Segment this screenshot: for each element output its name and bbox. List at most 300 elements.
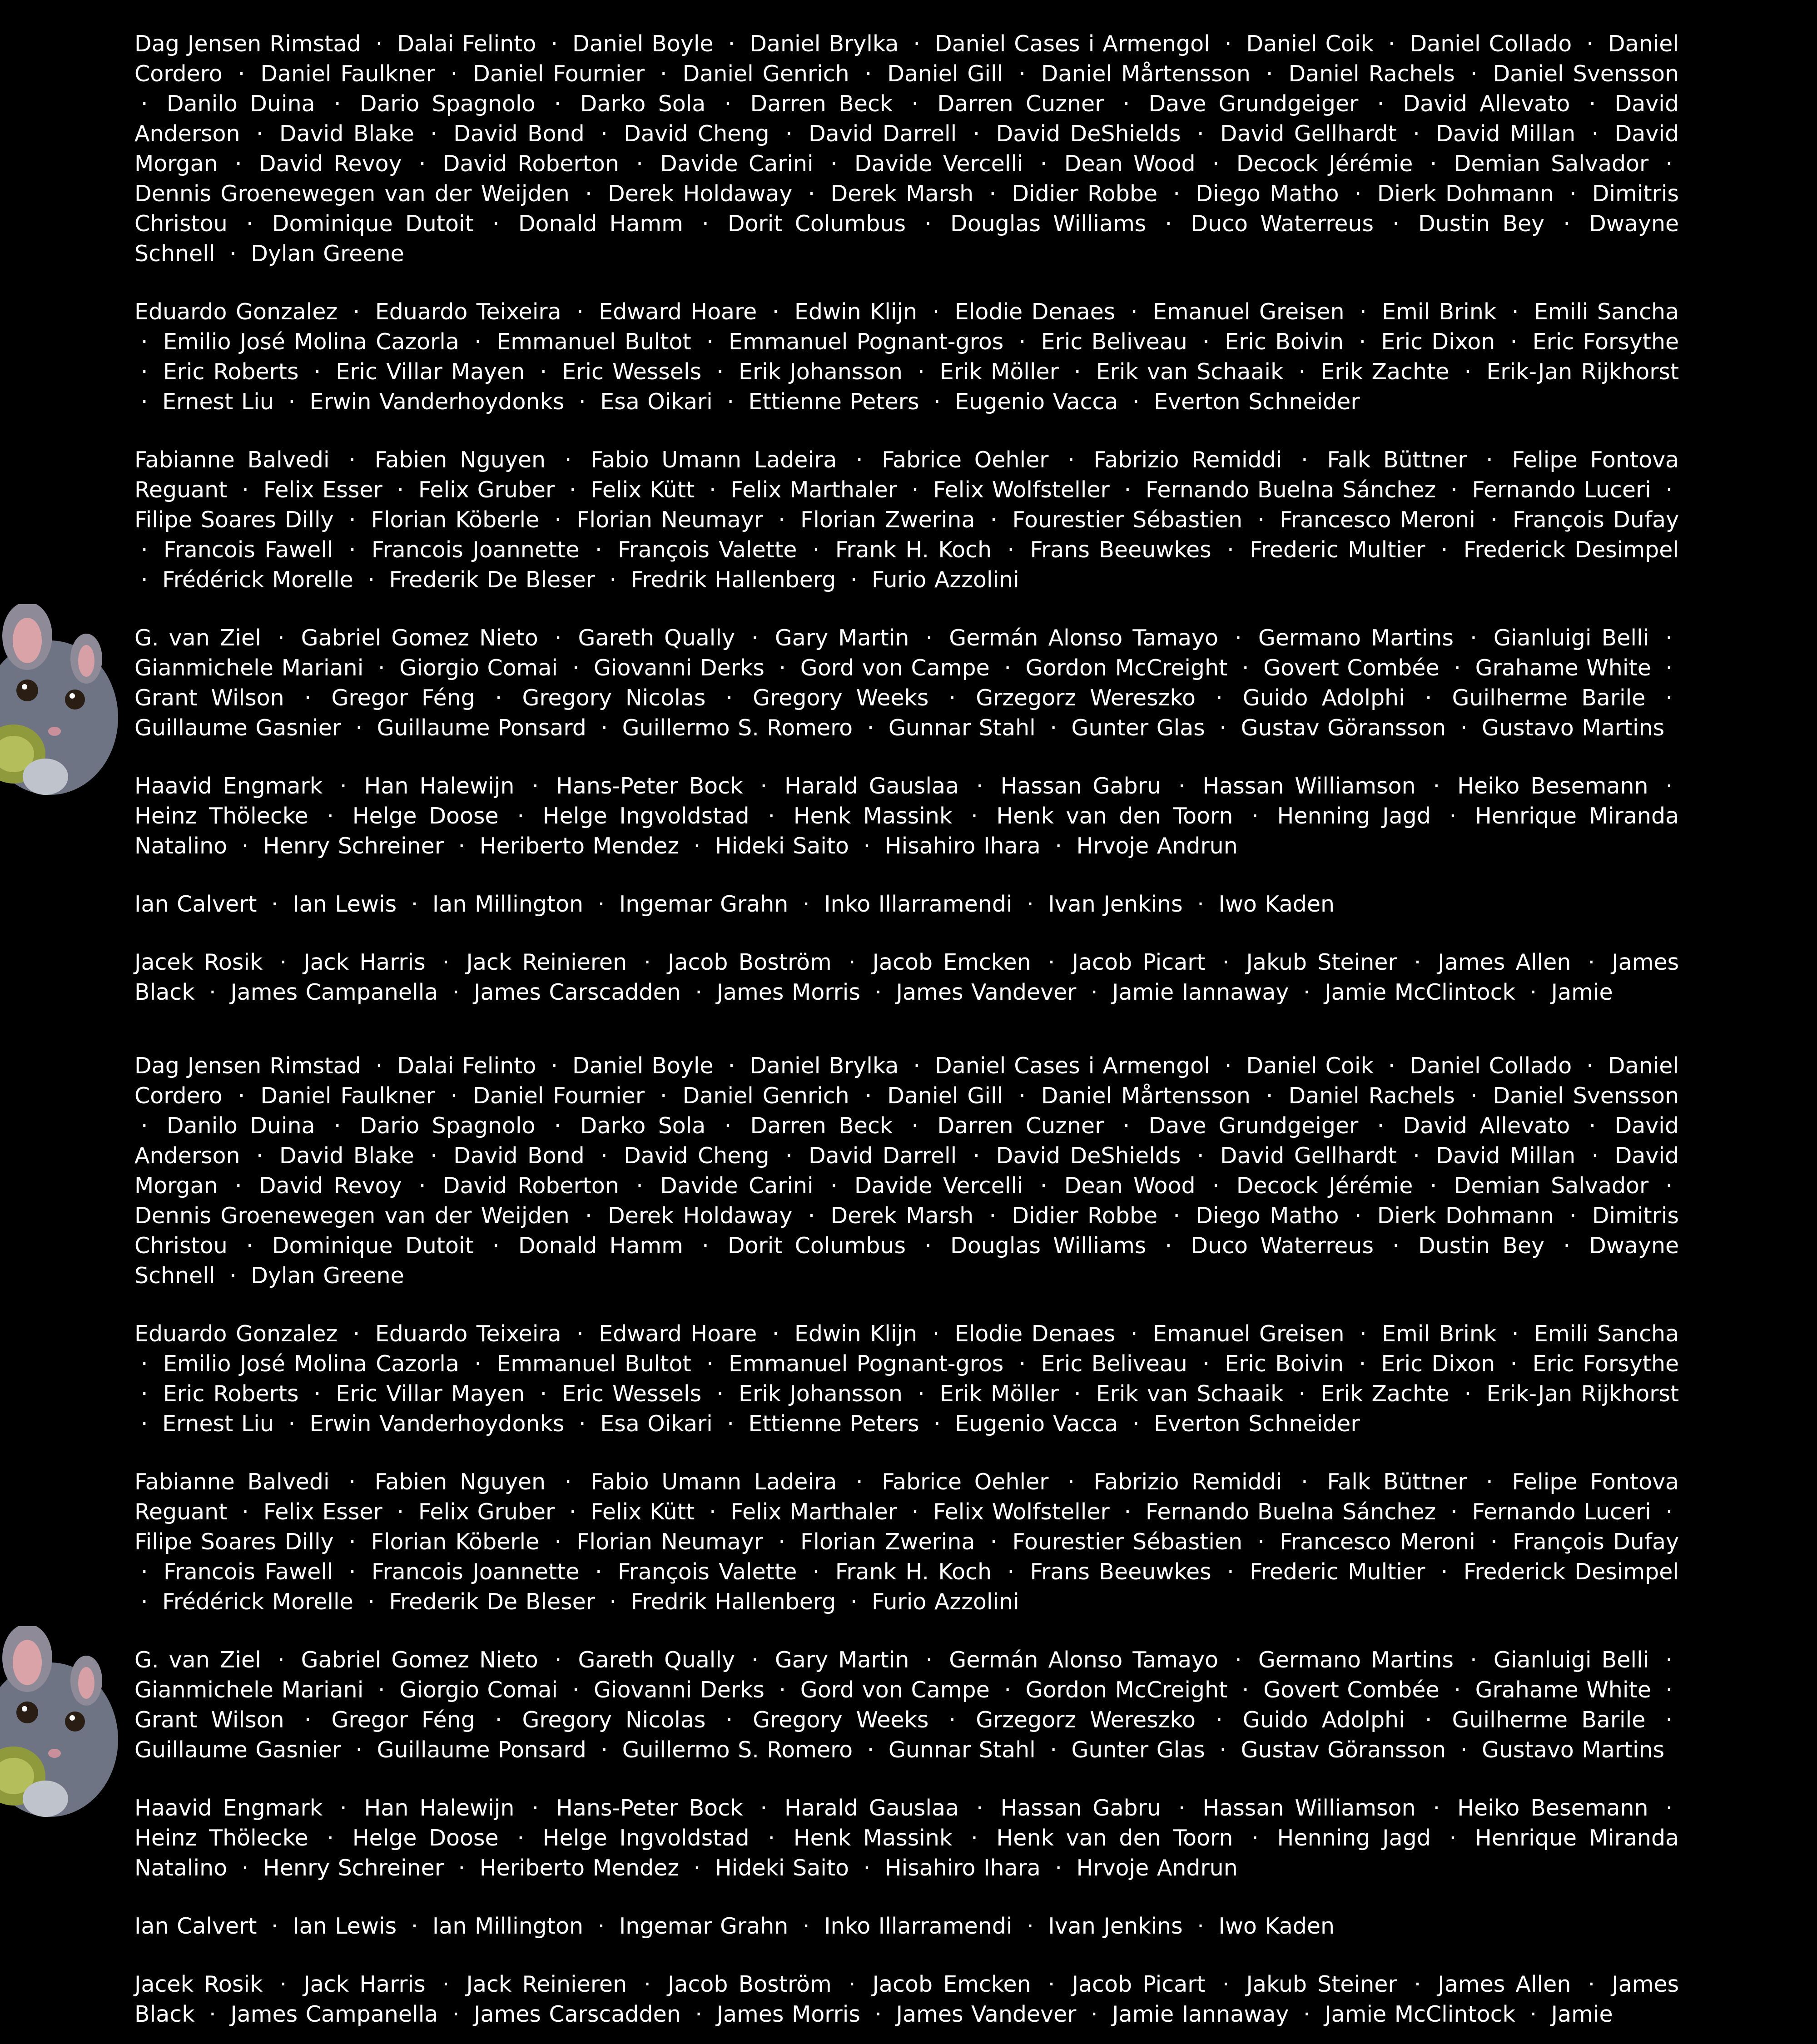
credit-name: Davide Vercelli bbox=[854, 1173, 1023, 1199]
credit-name: Govert Combée bbox=[1263, 655, 1440, 681]
credit-name: Daniel Mårtensson bbox=[1041, 1083, 1251, 1109]
credit-name: Gregory Weeks bbox=[753, 685, 929, 711]
credit-name: Frederic Multier bbox=[1250, 1559, 1425, 1585]
name-separator: · bbox=[141, 389, 148, 415]
name-separator: · bbox=[1563, 211, 1570, 237]
credit-name: Daniel Svensson bbox=[1493, 61, 1679, 87]
credit-name: Daniel Rachels bbox=[1288, 61, 1455, 87]
credit-name: Dean Wood bbox=[1064, 151, 1196, 177]
credit-name: Heiko Besemann bbox=[1457, 773, 1648, 799]
credit-name: Germán Alonso Tamayo bbox=[949, 1647, 1218, 1673]
credit-name: Donald Hamm bbox=[518, 211, 683, 237]
name-separator: · bbox=[554, 507, 562, 533]
chinchilla-mascot-icon bbox=[0, 1626, 123, 1862]
credit-name: Gunter Glas bbox=[1071, 715, 1205, 741]
credit-name: Ivan Jenkins bbox=[1048, 1913, 1183, 1939]
credit-name: Douglas Williams bbox=[950, 1233, 1147, 1259]
name-separator: · bbox=[569, 1499, 576, 1525]
credit-name: Germán Alonso Tamayo bbox=[949, 625, 1218, 651]
credit-name: Emanuel Greisen bbox=[1152, 1321, 1345, 1347]
name-separator: · bbox=[1449, 803, 1457, 829]
credit-name: Jack Harris bbox=[303, 949, 426, 975]
credit-name: Jacob Emcken bbox=[872, 1971, 1031, 1997]
credit-name: Hrvoje Andrun bbox=[1076, 833, 1238, 859]
credit-name: Francesco Meroni bbox=[1280, 1529, 1475, 1555]
credits-group bbox=[134, 1467, 1679, 1617]
name-separator: · bbox=[1665, 655, 1673, 681]
name-separator: · bbox=[1222, 1971, 1230, 1997]
credit-name: Iwo Kaden bbox=[1218, 891, 1335, 917]
name-separator: · bbox=[1196, 121, 1204, 147]
name-separator: · bbox=[355, 715, 363, 741]
credit-name: Emilio José Molina Cazorla bbox=[163, 329, 459, 355]
credit-name: Iwo Kaden bbox=[1218, 1913, 1335, 1939]
name-separator: · bbox=[569, 477, 576, 503]
name-separator: · bbox=[1257, 1529, 1265, 1555]
credit-name: Grzegorz Wereszko bbox=[976, 685, 1196, 711]
name-separator: · bbox=[1298, 1381, 1306, 1407]
name-separator: · bbox=[367, 567, 375, 593]
credit-name: Jacob Picart bbox=[1072, 949, 1206, 975]
name-separator: · bbox=[1511, 1321, 1519, 1347]
credit-name: Eric Wessels bbox=[562, 359, 702, 385]
credit-name: Emmanuel Bultot bbox=[496, 329, 691, 355]
name-separator: · bbox=[1413, 121, 1420, 147]
credit-name: Edwin Klijn bbox=[794, 299, 918, 325]
name-separator: · bbox=[352, 1321, 360, 1347]
credit-name: Dwayne Schnell bbox=[134, 1233, 1679, 1289]
credit-name: Haavid Engmark bbox=[134, 1795, 323, 1821]
credit-name: Grzegorz Wereszko bbox=[976, 1707, 1196, 1733]
credit-name: Jamie Iannaway bbox=[1112, 2001, 1289, 2027]
credit-name: Frédérick Morelle bbox=[162, 567, 353, 593]
credit-name: Jamie McClintock bbox=[1325, 2001, 1515, 2027]
name-separator: · bbox=[1665, 1173, 1673, 1199]
name-separator: · bbox=[1216, 685, 1223, 711]
name-separator: · bbox=[141, 1589, 148, 1615]
name-separator: · bbox=[772, 1321, 779, 1347]
credit-name: Didier Robbe bbox=[1012, 1203, 1158, 1229]
credit-name: Dalai Felinto bbox=[397, 1053, 536, 1079]
name-separator: · bbox=[378, 655, 385, 681]
credit-name: Gustav Göransson bbox=[1241, 715, 1446, 741]
name-separator: · bbox=[706, 1351, 714, 1377]
name-separator: · bbox=[973, 121, 980, 147]
name-separator: · bbox=[1591, 1143, 1599, 1169]
credit-name: Gianmichele Mariani bbox=[134, 1677, 364, 1703]
name-separator: · bbox=[1454, 1677, 1461, 1703]
name-separator: · bbox=[352, 299, 360, 325]
credit-name: Daniel Collado bbox=[1410, 31, 1572, 57]
name-separator: · bbox=[141, 329, 148, 355]
credit-name: James Black bbox=[134, 949, 1679, 1005]
name-separator: · bbox=[874, 979, 882, 1005]
credit-name: Eric Wessels bbox=[562, 1381, 702, 1407]
credit-name: Helge Ingvoldstad bbox=[542, 803, 750, 829]
name-separator: · bbox=[1588, 949, 1595, 975]
credit-name: Demian Salvador bbox=[1454, 1173, 1649, 1199]
name-separator: · bbox=[1018, 61, 1026, 87]
credit-name: Gordon McCreight bbox=[1025, 655, 1228, 681]
name-separator: · bbox=[768, 803, 775, 829]
name-separator: · bbox=[418, 151, 426, 177]
credit-name: Gordon McCreight bbox=[1025, 1677, 1228, 1703]
name-separator: · bbox=[1359, 329, 1366, 355]
credit-name: Hisahiro Ihara bbox=[884, 1855, 1041, 1881]
name-separator: · bbox=[601, 715, 608, 741]
credit-name: Dimitris Christou bbox=[134, 181, 1679, 237]
name-separator: · bbox=[579, 1411, 586, 1437]
name-separator: · bbox=[1529, 979, 1537, 1005]
name-separator: · bbox=[595, 1559, 602, 1585]
name-separator: · bbox=[709, 1499, 716, 1525]
name-separator: · bbox=[1665, 773, 1673, 799]
credit-name: Furio Azzolini bbox=[872, 567, 1019, 593]
name-separator: · bbox=[1224, 31, 1232, 57]
name-separator: · bbox=[990, 507, 998, 533]
name-separator: · bbox=[1392, 211, 1400, 237]
name-separator: · bbox=[636, 151, 643, 177]
credit-name: Gabriel Gomez Nieto bbox=[301, 625, 538, 651]
credit-name: Eric Boivin bbox=[1225, 329, 1344, 355]
name-separator: · bbox=[924, 211, 932, 237]
credit-name: Daniel Mårtensson bbox=[1041, 61, 1251, 87]
credit-name: Jack Harris bbox=[303, 1971, 426, 1997]
credit-name: Ettienne Peters bbox=[748, 389, 919, 415]
credit-name: Gary Martin bbox=[774, 625, 909, 651]
name-separator: · bbox=[725, 685, 733, 711]
credit-name: Ernest Liu bbox=[162, 1411, 274, 1437]
credit-name: Jacob Emcken bbox=[872, 949, 1031, 975]
credit-name: Derek Holdaway bbox=[607, 181, 793, 207]
name-separator: · bbox=[452, 979, 460, 1005]
name-separator: · bbox=[1132, 389, 1140, 415]
name-separator: · bbox=[772, 299, 779, 325]
name-separator: · bbox=[1360, 299, 1367, 325]
credit-name: François Dufay bbox=[1512, 1529, 1679, 1555]
credit-name: Danilo Duina bbox=[166, 1113, 315, 1139]
credit-name: Eric Beliveau bbox=[1041, 329, 1187, 355]
name-separator: · bbox=[1122, 1113, 1130, 1139]
credit-name: Emanuel Greisen bbox=[1152, 299, 1345, 325]
name-separator: · bbox=[418, 1173, 426, 1199]
name-separator: · bbox=[1450, 477, 1458, 503]
name-separator: · bbox=[256, 121, 263, 147]
name-separator: · bbox=[1173, 181, 1180, 207]
name-separator: · bbox=[1091, 2001, 1098, 2027]
credit-name: Dylan Greene bbox=[251, 241, 404, 267]
name-separator: · bbox=[1430, 1173, 1437, 1199]
name-separator: · bbox=[1586, 31, 1594, 57]
credit-name: Jacob Boström bbox=[668, 949, 832, 975]
name-separator: · bbox=[1219, 1737, 1226, 1763]
name-separator: · bbox=[209, 2001, 216, 2027]
credit-name: Henk Massink bbox=[793, 1825, 953, 1851]
name-separator: · bbox=[850, 1589, 858, 1615]
name-separator: · bbox=[495, 685, 502, 711]
name-separator: · bbox=[585, 1203, 592, 1229]
credit-name: Edwin Klijn bbox=[794, 1321, 918, 1347]
credit-name: Erik Möller bbox=[939, 1381, 1059, 1407]
chinchilla-mascot-icon bbox=[0, 604, 123, 840]
name-separator: · bbox=[1212, 151, 1220, 177]
name-separator: · bbox=[375, 31, 383, 57]
name-separator: · bbox=[551, 31, 558, 57]
credit-name: Gustavo Martins bbox=[1481, 715, 1665, 741]
credit-name: David Anderson bbox=[134, 1113, 1679, 1169]
credit-name: Gord von Campe bbox=[800, 1677, 990, 1703]
name-separator: · bbox=[911, 91, 919, 117]
credit-name: Erwin Vanderhoydonks bbox=[309, 389, 565, 415]
credit-name: Darren Cuzner bbox=[937, 1113, 1104, 1139]
name-separator: · bbox=[1018, 1351, 1026, 1377]
credit-name: Germano Martins bbox=[1258, 625, 1454, 651]
name-separator: · bbox=[867, 1737, 874, 1763]
name-separator: · bbox=[716, 1381, 724, 1407]
name-separator: · bbox=[971, 1825, 978, 1851]
name-separator: · bbox=[709, 477, 716, 503]
name-separator: · bbox=[925, 625, 933, 651]
credit-name: Dalai Felinto bbox=[397, 31, 536, 57]
credit-name: Helge Doose bbox=[352, 1825, 499, 1851]
credit-name: Daniel Cordero bbox=[134, 1053, 1679, 1109]
name-separator: · bbox=[141, 1113, 148, 1139]
credit-name: Dean Wood bbox=[1064, 1173, 1196, 1199]
name-separator: · bbox=[1433, 773, 1440, 799]
credit-name: Hans-Peter Bock bbox=[556, 773, 743, 799]
name-separator: · bbox=[1586, 1053, 1594, 1079]
name-separator: · bbox=[1241, 1677, 1249, 1703]
credit-name: Dario Spagnolo bbox=[359, 1113, 536, 1139]
credit-name: Gregory Weeks bbox=[753, 1707, 929, 1733]
credit-name: Dag Jensen Rimstad bbox=[134, 1053, 361, 1079]
name-separator: · bbox=[1224, 1053, 1232, 1079]
name-separator: · bbox=[1251, 803, 1259, 829]
name-separator: · bbox=[1027, 891, 1034, 917]
name-separator: · bbox=[1178, 773, 1186, 799]
credit-name: Francois Fawell bbox=[164, 1559, 333, 1585]
credit-name: David Allevato bbox=[1403, 1113, 1570, 1139]
credit-name: James Allen bbox=[1438, 949, 1571, 975]
credit-name: Daniel Brylka bbox=[750, 31, 899, 57]
name-separator: · bbox=[339, 773, 347, 799]
credit-name: Henry Schreiner bbox=[263, 1855, 444, 1881]
name-separator: · bbox=[1486, 1469, 1493, 1495]
credit-name: Emil Brink bbox=[1382, 299, 1497, 325]
credit-name: Daniel Gill bbox=[887, 1083, 1003, 1109]
credit-name: Harald Gauslaa bbox=[784, 773, 959, 799]
credit-name: Frank H. Koch bbox=[835, 537, 992, 563]
name-separator: · bbox=[595, 537, 602, 563]
name-separator: · bbox=[1665, 1499, 1673, 1525]
credit-name: Henk van den Toorn bbox=[996, 1825, 1233, 1851]
credit-name: Francois Joannette bbox=[371, 1559, 580, 1585]
credit-name: David Millan bbox=[1436, 121, 1576, 147]
credit-name: Florian Zwerina bbox=[800, 1529, 975, 1555]
name-separator: · bbox=[1563, 1233, 1570, 1259]
credit-name: Heriberto Mendez bbox=[479, 1855, 680, 1881]
credit-name: Daniel Fournier bbox=[473, 61, 645, 87]
name-separator: · bbox=[1067, 447, 1075, 473]
credit-name: Guillermo S. Romero bbox=[622, 715, 853, 741]
name-separator: · bbox=[141, 567, 148, 593]
name-separator: · bbox=[1392, 1233, 1400, 1259]
credit-name: Eduardo Teixeira bbox=[375, 299, 561, 325]
name-separator: · bbox=[1440, 537, 1448, 563]
name-separator: · bbox=[932, 299, 940, 325]
credit-name: Fabianne Balvedi bbox=[134, 447, 330, 473]
name-separator: · bbox=[1665, 1647, 1673, 1673]
name-separator: · bbox=[911, 477, 919, 503]
name-separator: · bbox=[554, 91, 561, 117]
name-separator: · bbox=[1073, 359, 1081, 385]
credit-name: Gianluigi Belli bbox=[1493, 625, 1649, 651]
name-separator: · bbox=[474, 1351, 482, 1377]
name-separator: · bbox=[241, 1855, 249, 1881]
name-separator: · bbox=[1055, 1855, 1062, 1881]
name-separator: · bbox=[1359, 1351, 1366, 1377]
name-separator: · bbox=[989, 1203, 997, 1229]
credit-name: Heiko Besemann bbox=[1457, 1795, 1648, 1821]
credit-name: Daniel Gill bbox=[887, 61, 1003, 87]
credit-name: Dave Grundgeiger bbox=[1148, 91, 1359, 117]
credit-name: Daniel Genrich bbox=[682, 61, 849, 87]
credit-name: Ian Lewis bbox=[293, 891, 397, 917]
credit-name: Falk Büttner bbox=[1327, 1469, 1467, 1495]
name-separator: · bbox=[1202, 1351, 1210, 1377]
name-separator: · bbox=[1665, 1795, 1673, 1821]
name-separator: · bbox=[1197, 1913, 1204, 1939]
name-separator: · bbox=[1569, 1203, 1577, 1229]
credit-name: Demian Salvador bbox=[1454, 151, 1649, 177]
name-separator: · bbox=[911, 1499, 919, 1525]
name-separator: · bbox=[288, 389, 296, 415]
credit-name: Fredrik Hallenberg bbox=[630, 1589, 836, 1615]
credit-name: Florian Neumayr bbox=[576, 1529, 763, 1555]
name-separator: · bbox=[1589, 91, 1596, 117]
name-separator: · bbox=[304, 1707, 312, 1733]
credit-name: Ingemar Grahn bbox=[619, 1913, 789, 1939]
credit-name: Jack Reinieren bbox=[466, 1971, 627, 1997]
credit-name: Duco Waterreus bbox=[1191, 1233, 1374, 1259]
credit-name: Frederic Multier bbox=[1250, 537, 1425, 563]
name-separator: · bbox=[1235, 1647, 1242, 1673]
name-separator: · bbox=[1470, 1647, 1477, 1673]
credits-group bbox=[134, 297, 1679, 417]
credit-name: Eduardo Gonzalez bbox=[134, 1321, 338, 1347]
name-separator: · bbox=[271, 1913, 278, 1939]
credit-name: Daniel Coik bbox=[1246, 31, 1374, 57]
name-separator: · bbox=[706, 329, 714, 355]
name-separator: · bbox=[724, 91, 732, 117]
credit-name: Eric Dixon bbox=[1381, 1351, 1495, 1377]
name-separator: · bbox=[554, 625, 562, 651]
credit-name: Gary Martin bbox=[774, 1647, 909, 1673]
name-separator: · bbox=[1227, 1559, 1234, 1585]
credit-name: Heriberto Mendez bbox=[479, 833, 680, 859]
credit-name: Daniel Cases i Armengol bbox=[935, 1053, 1210, 1079]
credit-name: Inko Illarramendi bbox=[824, 1913, 1013, 1939]
credit-name: Ian Lewis bbox=[293, 1913, 397, 1939]
name-separator: · bbox=[660, 61, 667, 87]
name-separator: · bbox=[517, 1825, 525, 1851]
name-separator: · bbox=[863, 1855, 871, 1881]
name-separator: · bbox=[1219, 715, 1226, 741]
credit-name: Francois Joannette bbox=[371, 537, 580, 563]
name-separator: · bbox=[727, 1411, 734, 1437]
name-separator: · bbox=[1388, 1053, 1395, 1079]
credit-name: Felipe Fontova Reguant bbox=[134, 447, 1679, 503]
credit-name: Elodie Denaes bbox=[954, 299, 1116, 325]
name-separator: · bbox=[397, 1499, 404, 1525]
name-separator: · bbox=[585, 181, 592, 207]
credits-group bbox=[134, 771, 1679, 861]
credit-name: Felix Marthaler bbox=[730, 477, 897, 503]
credit-name: Eric Boivin bbox=[1225, 1351, 1344, 1377]
credit-name: Henry Schreiner bbox=[263, 833, 444, 859]
name-separator: · bbox=[531, 773, 539, 799]
name-separator: · bbox=[1235, 625, 1242, 651]
credit-name: Haavid Engmark bbox=[134, 773, 323, 799]
credit-name: Henrique Miranda Natalino bbox=[134, 1825, 1679, 1881]
name-separator: · bbox=[913, 1053, 920, 1079]
name-separator: · bbox=[235, 151, 242, 177]
credit-name: Dorit Columbus bbox=[727, 211, 906, 237]
credit-name: James Campanella bbox=[230, 979, 438, 1005]
name-separator: · bbox=[564, 1469, 572, 1495]
credit-name: Helge Ingvoldstad bbox=[542, 1825, 750, 1851]
credit-name: François Dufay bbox=[1512, 507, 1679, 533]
credit-name: Jack Reinieren bbox=[466, 949, 627, 975]
name-separator: · bbox=[760, 1795, 768, 1821]
name-separator: · bbox=[1178, 1795, 1186, 1821]
credit-name: David Bond bbox=[453, 121, 585, 147]
credit-name: Govert Combée bbox=[1263, 1677, 1440, 1703]
name-separator: · bbox=[1227, 537, 1234, 563]
name-separator: · bbox=[976, 1795, 983, 1821]
name-separator: · bbox=[554, 1647, 562, 1673]
name-separator: · bbox=[779, 1677, 786, 1703]
name-separator: · bbox=[229, 1263, 237, 1289]
name-separator: · bbox=[430, 121, 437, 147]
name-separator: · bbox=[1440, 1559, 1448, 1585]
name-separator: · bbox=[367, 1589, 375, 1615]
credit-name: Florian Köberle bbox=[371, 507, 540, 533]
name-separator: · bbox=[1197, 891, 1204, 917]
credit-name: Erik-Jan Rijkhorst bbox=[1486, 359, 1679, 385]
credit-name: Fabrice Oehler bbox=[882, 447, 1049, 473]
name-separator: · bbox=[1425, 1707, 1432, 1733]
credit-name: Guillaume Gasnier bbox=[134, 715, 341, 741]
credit-name: Fernando Buelna Sánchez bbox=[1145, 1499, 1436, 1525]
name-separator: · bbox=[1124, 1499, 1132, 1525]
name-separator: · bbox=[1124, 477, 1132, 503]
credit-name: David Cheng bbox=[624, 121, 769, 147]
credits-list bbox=[134, 1051, 1679, 2044]
name-separator: · bbox=[141, 91, 148, 117]
name-separator: · bbox=[348, 1469, 356, 1495]
credit-name: David Millan bbox=[1436, 1143, 1576, 1169]
credit-name: Diego Matho bbox=[1196, 181, 1339, 207]
name-separator: · bbox=[1665, 625, 1673, 651]
credit-name: Frederik De Bleser bbox=[389, 1589, 595, 1615]
credit-name: Germano Martins bbox=[1258, 1647, 1454, 1673]
credit-name: Emil Brink bbox=[1382, 1321, 1497, 1347]
name-separator: · bbox=[1665, 477, 1673, 503]
credit-name: Guillermo S. Romero bbox=[622, 1737, 853, 1763]
credits-group bbox=[134, 1793, 1679, 1883]
credits-group bbox=[134, 1911, 1679, 1941]
